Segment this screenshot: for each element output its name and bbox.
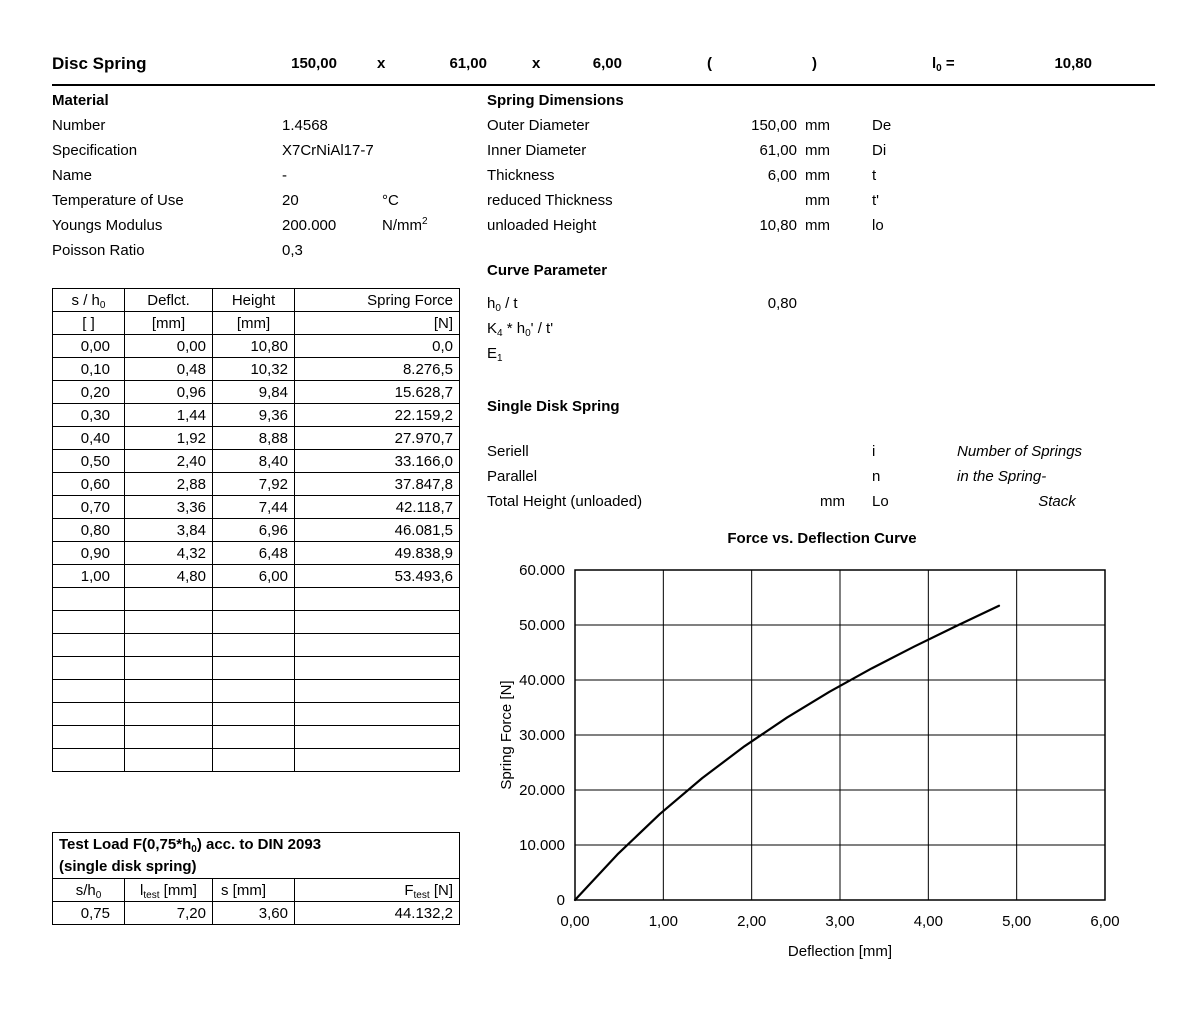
chart-xaxis-label: Deflection [mm] bbox=[787, 943, 893, 960]
table-row bbox=[53, 496, 460, 519]
test-cell-ftest: 44.132,2 bbox=[295, 902, 460, 925]
dimension-row-inner-diameter bbox=[487, 142, 987, 167]
chart-canvas bbox=[487, 558, 1157, 1008]
curve-parameter-row-e1 bbox=[487, 345, 987, 370]
table-row bbox=[53, 473, 460, 496]
header-paren-open: ( bbox=[707, 55, 712, 72]
cell-spring-force: 53.493,6 bbox=[295, 565, 460, 588]
curve-parameter-e1-label: $E_1$ bbox=[487, 345, 503, 364]
curve-parameter-row-k4 bbox=[487, 320, 987, 345]
chart-xtick-label: 5,00 bbox=[1002, 913, 1032, 930]
cell-deflection: 4,80 bbox=[125, 565, 213, 588]
table-empty-row bbox=[53, 634, 460, 657]
single-disk-spring-section bbox=[487, 398, 1157, 518]
spring-dimensions-section bbox=[487, 92, 987, 242]
material-youngs-modulus-unit: $N/mm^2$ bbox=[382, 216, 428, 234]
cell-spring-force: 22.159,2 bbox=[295, 404, 460, 427]
dimension-row-reduced-thickness bbox=[487, 192, 987, 217]
test-load-table bbox=[52, 832, 460, 925]
material-name-label: Name bbox=[52, 167, 93, 184]
seriell-symbol: i bbox=[872, 443, 876, 460]
chart-xtick-label: 0,00 bbox=[560, 913, 590, 930]
material-youngs-modulus-label: Youngs Modulus bbox=[52, 217, 163, 234]
header-l0-label: $l_0$ = bbox=[932, 55, 955, 74]
parallel-symbol: n bbox=[872, 468, 881, 485]
cell-height: 10,32 bbox=[213, 358, 295, 381]
test-load-subtitle: (single disk spring) bbox=[53, 856, 460, 879]
header-separator-2: x bbox=[532, 55, 541, 72]
table-row bbox=[53, 542, 460, 565]
cell-s-h0: 0,70 bbox=[53, 496, 125, 519]
cell-s-h0: 0,60 bbox=[53, 473, 125, 496]
cell-height: 8,88 bbox=[213, 427, 295, 450]
dimension-row-thickness bbox=[487, 167, 987, 192]
material-row-poisson bbox=[52, 242, 472, 267]
material-poisson-label: Poisson Ratio bbox=[52, 242, 145, 259]
single-disk-row-parallel bbox=[487, 468, 1157, 493]
material-name-value: - bbox=[282, 167, 287, 184]
cell-deflection: 3,36 bbox=[125, 496, 213, 519]
chart-ytick-label: 20.000 bbox=[519, 782, 565, 799]
table-empty-row bbox=[53, 680, 460, 703]
deflection-force-table bbox=[52, 288, 460, 772]
table-row bbox=[53, 335, 460, 358]
material-row-temperature bbox=[52, 192, 472, 217]
cell-spring-force: 15.628,7 bbox=[295, 381, 460, 404]
inner-diameter-label: Inner Diameter bbox=[487, 142, 587, 159]
test-cell-ltest: 7,20 bbox=[125, 902, 213, 925]
table-row bbox=[53, 450, 460, 473]
chart-xtick-label: 3,00 bbox=[825, 913, 855, 930]
cell-spring-force: 37.847,8 bbox=[295, 473, 460, 496]
material-specification-value: X7CrNiAl17-7 bbox=[282, 142, 374, 159]
test-col-header-s: s [mm] bbox=[213, 879, 295, 902]
table-units-row bbox=[53, 312, 460, 335]
curve-parameter-row-h0t bbox=[487, 295, 987, 320]
cell-deflection: 2,88 bbox=[125, 473, 213, 496]
material-youngs-modulus-value: 200.000 bbox=[282, 217, 337, 234]
cell-s-h0: 0,80 bbox=[53, 519, 125, 542]
chart-xtick-label: 6,00 bbox=[1090, 913, 1120, 930]
cell-height: 8,40 bbox=[213, 450, 295, 473]
cell-deflection: 4,32 bbox=[125, 542, 213, 565]
total-height-symbol: Lo bbox=[872, 493, 889, 510]
table-empty-row bbox=[53, 657, 460, 680]
cell-deflection: 0,48 bbox=[125, 358, 213, 381]
cell-height: 9,84 bbox=[213, 381, 295, 404]
test-load-title: Test Load $F(0,75*h_0)$ acc. to DIN 2093 bbox=[53, 833, 460, 856]
test-col-header-ltest: $l_{test}$ [mm] bbox=[125, 879, 213, 902]
reduced-thickness-symbol: t' bbox=[872, 192, 880, 209]
table-empty-row bbox=[53, 611, 460, 634]
table-empty-row bbox=[53, 703, 460, 726]
chart-yaxis-label: Spring Force [N] bbox=[498, 680, 515, 790]
total-height-note: Stack bbox=[1038, 493, 1076, 510]
test-load-header-row bbox=[53, 879, 460, 902]
outer-diameter-unit: mm bbox=[805, 117, 830, 134]
curve-parameter-title: Curve Parameter bbox=[487, 262, 608, 279]
cell-spring-force: 46.081,5 bbox=[295, 519, 460, 542]
table-empty-row bbox=[53, 749, 460, 772]
cell-height: 6,96 bbox=[213, 519, 295, 542]
cell-s-h0: 0,10 bbox=[53, 358, 125, 381]
cell-deflection: 1,92 bbox=[125, 427, 213, 450]
unloaded-height-unit: mm bbox=[805, 217, 830, 234]
table-row bbox=[53, 902, 460, 925]
col-header-deflection: Deflct. bbox=[125, 289, 213, 312]
inner-diameter-symbol: Di bbox=[872, 142, 887, 159]
test-cell-s-h0: 0,75 bbox=[53, 902, 125, 925]
material-number-label: Number bbox=[52, 117, 106, 134]
unloaded-height-value: 10,80 bbox=[759, 217, 797, 234]
cell-height: 6,48 bbox=[213, 542, 295, 565]
header-thickness: 6,00 bbox=[592, 55, 622, 72]
unloaded-height-symbol: lo bbox=[872, 217, 884, 234]
thickness-value: 6,00 bbox=[767, 167, 797, 184]
header-l0-value: 10,80 bbox=[1054, 55, 1092, 72]
material-row-specification bbox=[52, 142, 472, 167]
table-row bbox=[53, 381, 460, 404]
cell-s-h0: 0,00 bbox=[53, 335, 125, 358]
cell-spring-force: 49.838,9 bbox=[295, 542, 460, 565]
test-cell-s: 3,60 bbox=[213, 902, 295, 925]
material-row-youngs-modulus bbox=[52, 217, 472, 242]
cell-s-h0: 0,50 bbox=[53, 450, 125, 473]
reduced-thickness-label: reduced Thickness bbox=[487, 192, 613, 209]
cell-height: 10,80 bbox=[213, 335, 295, 358]
chart-ytick-label: 50.000 bbox=[519, 617, 565, 634]
reduced-thickness-unit: mm bbox=[805, 192, 830, 209]
chart-ytick-label: 40.000 bbox=[519, 672, 565, 689]
chart-xtick-label: 1,00 bbox=[648, 913, 678, 930]
chart-xtick-label: 2,00 bbox=[737, 913, 767, 930]
table-empty-row bbox=[53, 726, 460, 749]
cell-spring-force: 27.970,7 bbox=[295, 427, 460, 450]
cell-deflection: 2,40 bbox=[125, 450, 213, 473]
header-separator-1: x bbox=[377, 55, 386, 72]
material-poisson-value: 0,3 bbox=[282, 242, 303, 259]
cell-spring-force: 0,0 bbox=[295, 335, 460, 358]
parallel-label: Parallel bbox=[487, 468, 538, 485]
curve-parameter-h0t-value: 0,80 bbox=[767, 295, 797, 312]
parallel-note: in the Spring- bbox=[957, 468, 1047, 485]
chart-ytick-label: 30.000 bbox=[519, 727, 565, 744]
single-disk-row-total-height bbox=[487, 493, 1157, 518]
outer-diameter-label: Outer Diameter bbox=[487, 117, 590, 134]
chart-ytick-label: 0 bbox=[556, 892, 565, 909]
material-number-value: 1.4568 bbox=[282, 117, 328, 134]
outer-diameter-value: 150,00 bbox=[751, 117, 797, 134]
inner-diameter-value: 61,00 bbox=[759, 142, 797, 159]
total-height-unit: mm bbox=[820, 493, 845, 510]
col-unit-deflection: [mm] bbox=[125, 312, 213, 335]
single-disk-row-seriell bbox=[487, 443, 1157, 468]
cell-s-h0: 1,00 bbox=[53, 565, 125, 588]
col-unit-height: [mm] bbox=[213, 312, 295, 335]
material-row-number bbox=[52, 117, 472, 142]
test-load-subtitle-row bbox=[53, 856, 460, 879]
chart-ytick-label: 60.000 bbox=[519, 562, 565, 579]
thickness-label: Thickness bbox=[487, 167, 555, 184]
table-row bbox=[53, 565, 460, 588]
material-section-title: Material bbox=[52, 92, 109, 109]
dimension-row-unloaded-height bbox=[487, 217, 987, 242]
curve-parameter-section bbox=[487, 262, 987, 370]
seriell-note: Number of Springs bbox=[957, 443, 1083, 460]
cell-spring-force: 33.166,0 bbox=[295, 450, 460, 473]
cell-height: 6,00 bbox=[213, 565, 295, 588]
material-row-name bbox=[52, 167, 472, 192]
col-header-height: Height bbox=[213, 289, 295, 312]
cell-height: 7,44 bbox=[213, 496, 295, 519]
header-outer-diameter: 150,00 bbox=[291, 55, 337, 72]
table-row bbox=[53, 358, 460, 381]
thickness-unit: mm bbox=[805, 167, 830, 184]
cell-s-h0: 0,40 bbox=[53, 427, 125, 450]
cell-deflection: 0,00 bbox=[125, 335, 213, 358]
force-deflection-chart bbox=[487, 530, 1157, 1010]
table-empty-row bbox=[53, 588, 460, 611]
col-unit-s-h0: [ ] bbox=[53, 312, 125, 335]
cell-height: 7,92 bbox=[213, 473, 295, 496]
material-section bbox=[52, 92, 472, 267]
cell-s-h0: 0,90 bbox=[53, 542, 125, 565]
dimension-row-outer-diameter bbox=[487, 117, 987, 142]
header-inner-diameter: 61,00 bbox=[449, 55, 487, 72]
col-header-spring-force: Spring Force bbox=[295, 289, 460, 312]
seriell-label: Seriell bbox=[487, 443, 529, 460]
table-row bbox=[53, 519, 460, 542]
test-col-header-s-h0: $s/h_0$ bbox=[53, 879, 125, 902]
spring-dimensions-title: Spring Dimensions bbox=[487, 92, 624, 109]
curve-parameter-h0t-label: $h_0$ / t bbox=[487, 295, 518, 314]
page-title: Disc Spring bbox=[52, 54, 147, 73]
chart-title: Force vs. Deflection Curve bbox=[727, 530, 917, 547]
col-header-s-h0: s / $h_0$ bbox=[53, 289, 125, 312]
chart-xtick-label: 4,00 bbox=[913, 913, 943, 930]
document-header bbox=[52, 50, 1155, 86]
inner-diameter-unit: mm bbox=[805, 142, 830, 159]
material-temperature-value: 20 bbox=[282, 192, 299, 209]
total-height-label: Total Height (unloaded) bbox=[487, 493, 643, 510]
table-row bbox=[53, 427, 460, 450]
cell-deflection: 0,96 bbox=[125, 381, 213, 404]
thickness-symbol: t bbox=[872, 167, 877, 184]
material-specification-label: Specification bbox=[52, 142, 138, 159]
cell-height: 9,36 bbox=[213, 404, 295, 427]
col-unit-spring-force: [N] bbox=[295, 312, 460, 335]
cell-s-h0: 0,20 bbox=[53, 381, 125, 404]
table-header-row bbox=[53, 289, 460, 312]
test-col-header-ftest: $F_{test}$ [N] bbox=[295, 879, 460, 902]
cell-deflection: 3,84 bbox=[125, 519, 213, 542]
cell-deflection: 1,44 bbox=[125, 404, 213, 427]
cell-spring-force: 42.118,7 bbox=[295, 496, 460, 519]
unloaded-height-label: unloaded Height bbox=[487, 217, 597, 234]
chart-ytick-label: 10.000 bbox=[519, 837, 565, 854]
single-disk-spring-title: Single Disk Spring bbox=[487, 398, 620, 415]
material-temperature-unit: °C bbox=[382, 192, 399, 209]
outer-diameter-symbol: De bbox=[872, 117, 892, 134]
material-temperature-label: Temperature of Use bbox=[52, 192, 184, 209]
table-row bbox=[53, 404, 460, 427]
curve-parameter-k4-label: $K_4 * h_0'$ / t' bbox=[487, 320, 554, 339]
test-load-title-row bbox=[53, 833, 460, 856]
chart-series-line bbox=[575, 606, 999, 900]
header-paren-close: ) bbox=[812, 55, 817, 72]
cell-s-h0: 0,30 bbox=[53, 404, 125, 427]
cell-spring-force: 8.276,5 bbox=[295, 358, 460, 381]
